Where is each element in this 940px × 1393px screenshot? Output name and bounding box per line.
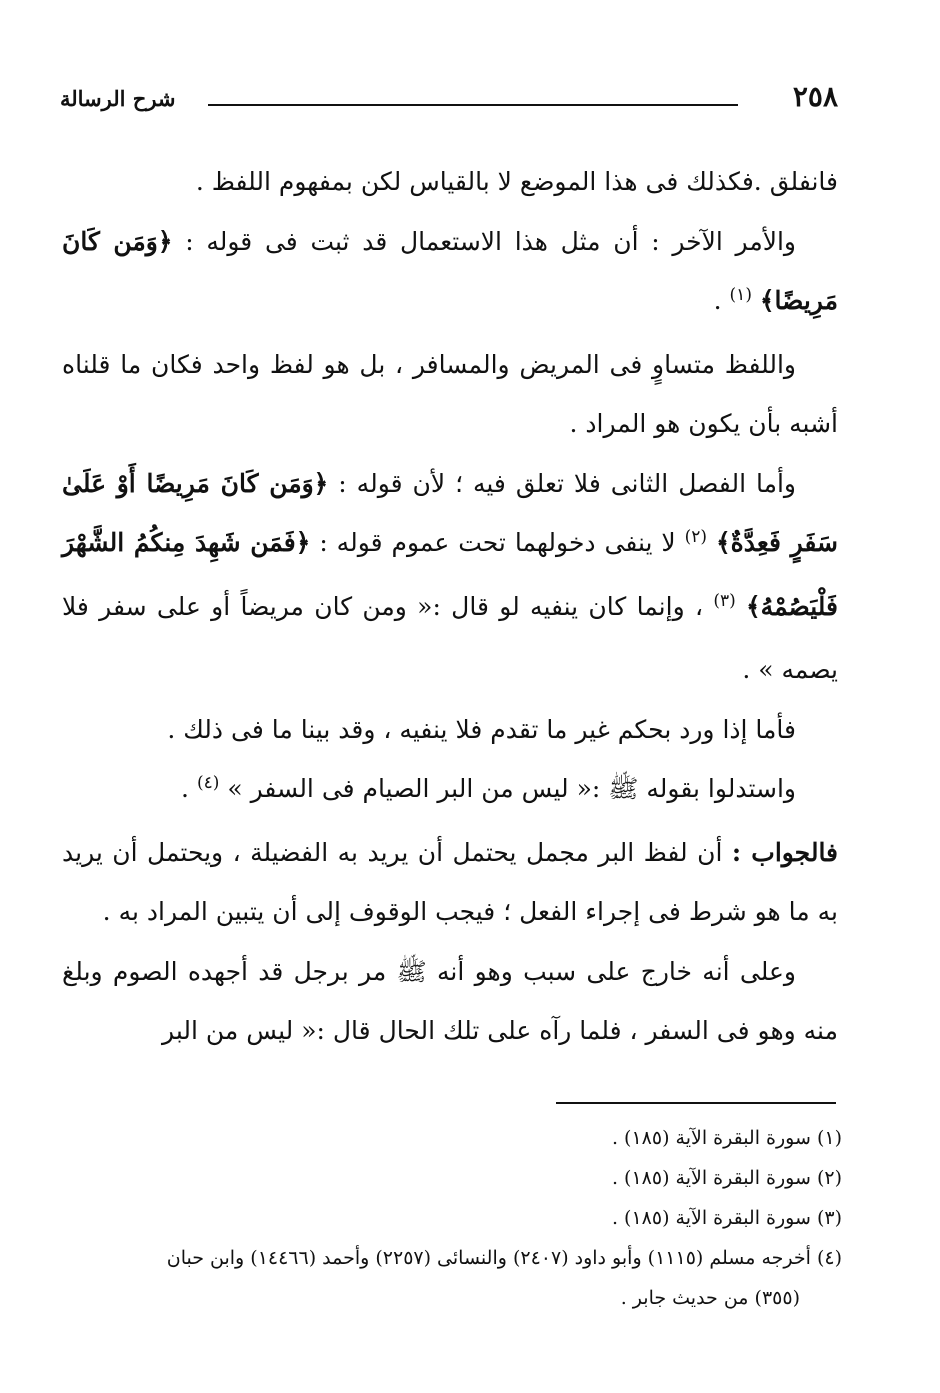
running-header (60, 76, 838, 116)
paragraph-7 (62, 823, 838, 942)
paragraph-2-text: والأمر الآخر : أن مثل هذا الاستعمال قد ثبت فى قوله : (185, 226, 797, 256)
header-rule (208, 104, 738, 106)
paragraph-6-end: . (181, 774, 197, 803)
paragraph-3 (62, 335, 838, 454)
paragraph-6-text: واستدلوا بقوله ﷺ :« ليس من البر الصيام فى السفر » (227, 774, 796, 803)
book-title: شرح الرسالة (60, 86, 176, 111)
paragraph-4-text-b: لا ينفى دخولهما تحت عموم قوله : (319, 528, 676, 557)
paragraph-5 (62, 700, 838, 760)
quran-verse: ﴿وَمَن كَانَ مَرِيضًا﴾ (62, 226, 838, 315)
paragraph-1 (62, 152, 838, 212)
footnotes (62, 1118, 842, 1318)
footnote-separator (556, 1102, 836, 1104)
paragraph-5-text: فأما إذا ورد بحكم غير ما تقدم فلا ينفيه ، وقد بينا ما فى ذلك . (167, 714, 796, 744)
paragraph-4-text-a: وأما الفصل الثانى فلا تعلق فيه ؛ لأن قوله : (338, 468, 796, 498)
quran-verse: ﴿وَمَن كَانَ مَرِيضًا أَوْ عَلَىٰ سَفَرٍ فَعِدَّةٌ﴾ (62, 468, 838, 557)
paragraph-8-text: وعلى أنه خارج على سبب وهو أنه ﷺ مر برجل قد أجهده الصوم وبلغ منه وهو فى السفر ، فلما رآه على تلك الحال قال :« ليس من البر (62, 956, 838, 1045)
footnote-ref-4: (٤) (196, 773, 220, 793)
footnote-2: (٢) سورة البقرة الآية (١٨٥) . (611, 1167, 842, 1189)
paragraph-6 (62, 759, 838, 823)
footnote-3: (٣) سورة البقرة الآية (١٨٥) . (611, 1207, 842, 1229)
footnote-4-continued: (٣٥٥) من حديث جابر . (620, 1287, 800, 1309)
paragraph-7-text: أن لفظ البر مجمل يحتمل أن يريد به الفضيلة ، ويحتمل أن يريد به ما هو شرط فى إجراء الفعل ؛ فيجب الوقوف إلى أن يتبين المراد به . (62, 837, 838, 926)
footnote-ref-1: (١) (729, 285, 752, 305)
paragraph-8 (62, 942, 838, 1061)
paragraph-3-text: واللفظ متساوٍ فى المريض والمسافر ، بل هو لفظ واحد فكان ما قلناه أشبه بأن يكون هو المراد . (62, 349, 838, 438)
footnote-ref-3: (٣) (713, 590, 736, 611)
paragraph-2-end: . (713, 286, 730, 315)
paragraph-4-text-c: ، وإنما كان ينفيه لو قال :« ومن كان مريضاً أو على سفر فلا يصمه » . (62, 591, 838, 684)
footnote-ref-2: (٢) (684, 527, 708, 547)
body-text (62, 152, 838, 1061)
paragraph-4 (62, 454, 838, 700)
page-number: ٢٥٨ (792, 80, 838, 113)
footnote-4: (٤) أخرجه مسلم (١١١٥) وأبو داود (٢٤٠٧) والنسائى (٢٢٥٧) وأحمد (١٤٤٦٦) وابن حبان (166, 1247, 842, 1269)
paragraph-2 (62, 212, 838, 335)
quran-verse: ﴿فَمَن شَهِدَ مِنكُمُ الشَّهْرَ فَلْيَصُمْهُ﴾ (62, 528, 838, 621)
answer-lead: فالجواب : (731, 837, 839, 867)
paragraph-1-text: فانفلق .فكذلك فى هذا الموضع لا بالقياس لكن بمفهوم اللفظ . (195, 167, 838, 196)
footnote-1: (١) سورة البقرة الآية (١٨٥) . (611, 1127, 842, 1149)
